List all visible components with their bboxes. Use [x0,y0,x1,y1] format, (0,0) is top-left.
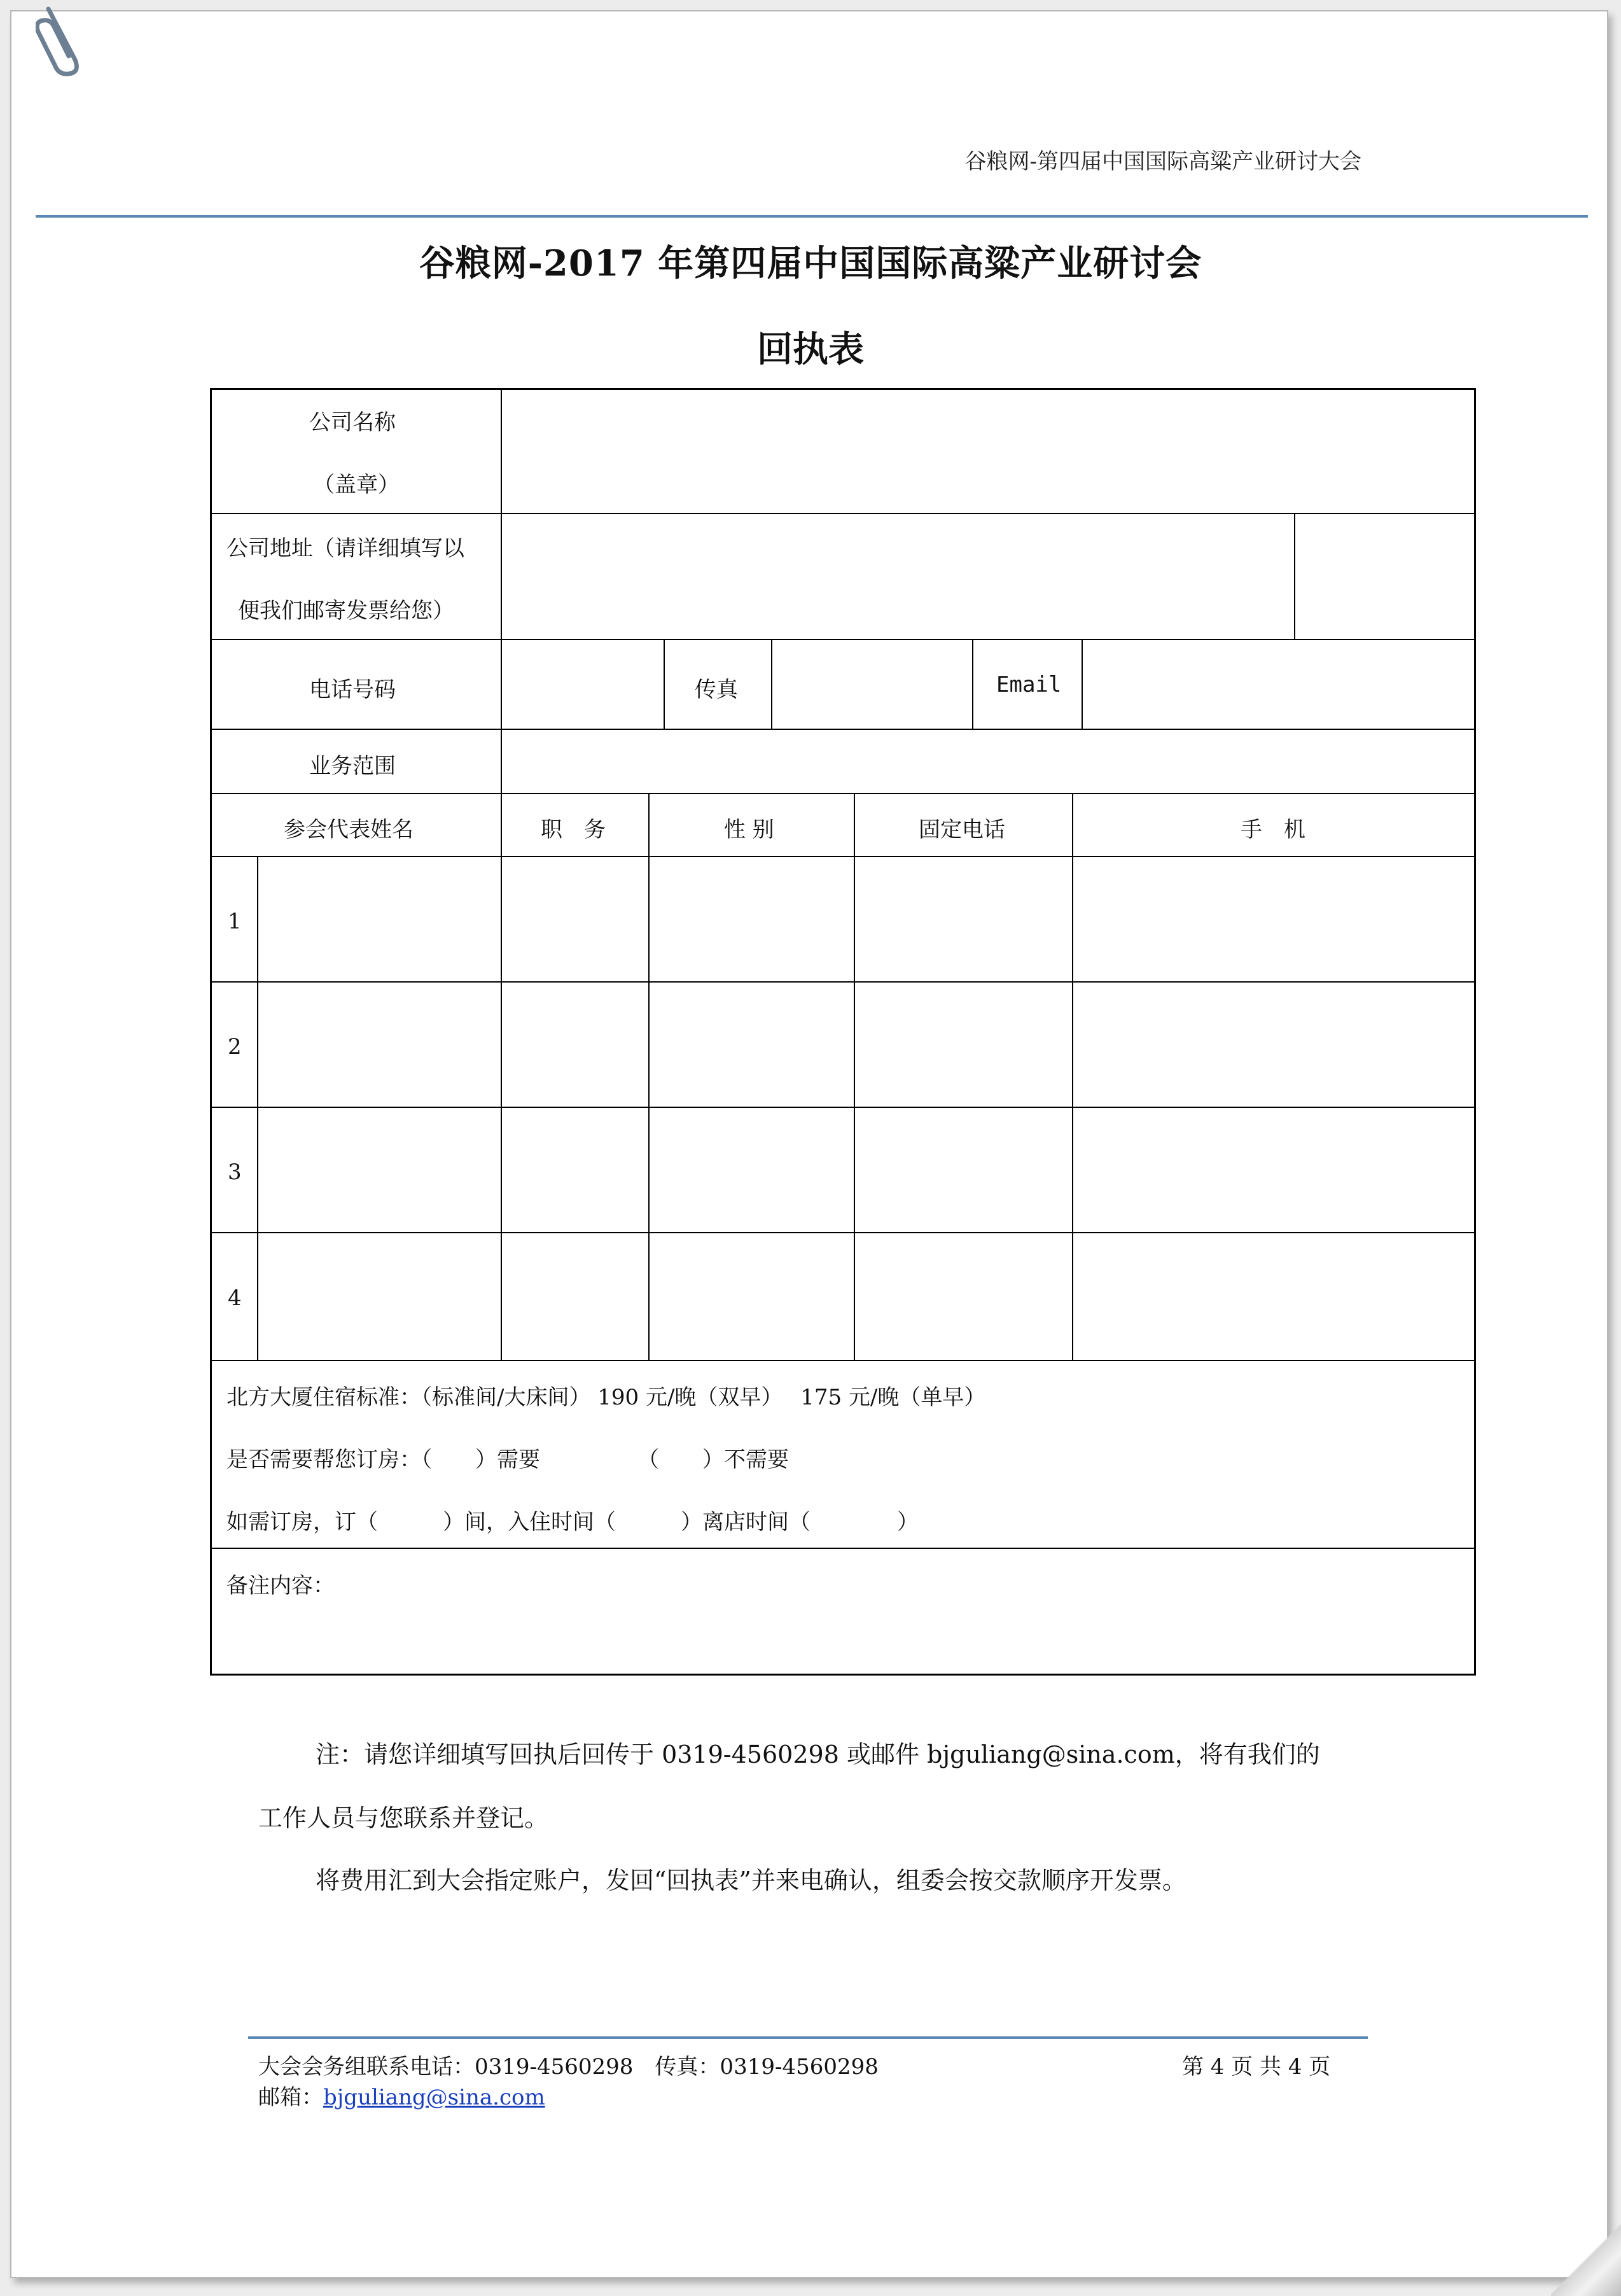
business-scope-label: 业务范围 [309,753,396,779]
booking-needed-text: 是否需要帮您订房：（ ）需要 （ ）不需要 [226,1447,789,1473]
paperclip-icon [36,3,87,79]
col-header-name: 参会代表姓名 [284,817,414,843]
note-line-2: 工作人员与您联系并登记。 [258,1804,549,1832]
email-label: Email [996,672,1062,697]
address-label-line1: 公司地址（请详细填写以 [226,536,464,561]
col-header-gender: 性 别 [724,817,774,843]
note-line-3: 将费用汇到大会指定账户，发回“回执表”并来电确认，组委会按交款顺序开发票。 [316,1866,1186,1894]
footer-contact: 大会会务组联系电话：0319-4560298 传真：0319-4560298 [258,2054,879,2080]
row-number: 2 [228,1034,242,1060]
booking-detail-text: 如需订房，订（ ）间，入住时间（ ）离店时间（ ） [226,1509,919,1535]
fax-label: 传真 [695,677,738,703]
row-number: 1 [228,909,242,934]
page-curl-decoration [1551,2220,1621,2296]
row-number: 3 [228,1159,242,1185]
remarks-label: 备注内容： [226,1573,335,1599]
row-number: 4 [228,1285,242,1311]
page-number: 第 4 页 共 4 页 [1182,2054,1331,2080]
document-title: 谷粮网-2017 年第四届中国国际高粱产业研讨会 [419,242,1202,284]
phone-label: 电话号码 [309,677,396,703]
footer-rule [248,2036,1368,2039]
address-label-line2: 便我们邮寄发票给您） [238,598,454,624]
footer-email-link[interactable]: bjguliang@sina.com [323,2085,545,2110]
footer-email-label: 邮箱： [258,2085,323,2110]
footer-email-row [258,2080,545,2111]
col-header-landline: 固定电话 [919,817,1005,843]
company-name-label: 公司名称 [309,410,396,435]
running-header: 谷粮网-第四届中国国际高粱产业研讨大会 [964,149,1361,174]
col-header-position: 职 务 [541,817,606,843]
header-rule [36,215,1588,218]
lodging-standard-text: 北方大厦住宿标准：（标准间/大床间） 190 元/晚（双早） 175 元/晚（单早） [226,1385,986,1410]
company-seal-label: （盖章） [313,472,400,498]
note-line-1: 注：请您详细填写回执后回传于 0319-4560298 或邮件 bjguliang@sina.com，将有我们的 [316,1740,1320,1768]
col-header-mobile: 手 机 [1241,817,1305,843]
document-subtitle: 回执表 [757,328,864,370]
